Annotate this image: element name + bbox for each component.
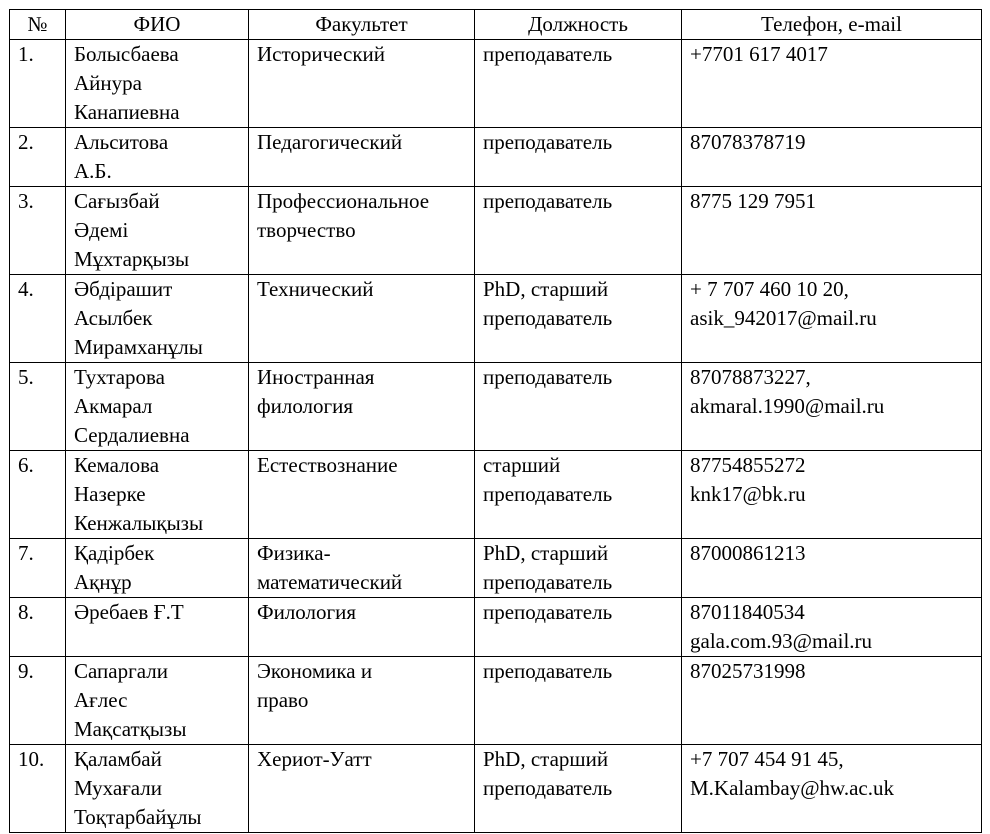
row-faculty: Экономика и право [249,657,475,745]
row-name: Қаламбай Мухағали Тоқтарбайұлы [66,745,249,833]
header-faculty: Факультет [249,10,475,40]
row-number: 7. [10,539,66,598]
table-row [10,451,982,539]
row-faculty: Педагогический [249,128,475,187]
row-contact: +7 707 454 91 45, M.Kalambay@hw.ac.uk [682,745,982,833]
row-name: Кемалова Назерке Кенжалықызы [66,451,249,539]
row-position: старший преподаватель [475,451,682,539]
row-position: преподаватель [475,657,682,745]
row-faculty: Физика- математический [249,539,475,598]
row-name: Сапаргали Ағлес Мақсатқызы [66,657,249,745]
table-row [10,745,982,833]
row-number: 4. [10,275,66,363]
row-contact: + 7 707 460 10 20, asik_942017@mail.ru [682,275,982,363]
header-position: Должность [475,10,682,40]
row-name: Альситова А.Б. [66,128,249,187]
row-contact: 87025731998 [682,657,982,745]
row-faculty: Исторический [249,40,475,128]
row-name: Әребаев Ғ.Т [66,598,249,657]
row-name: Әбдірашит Асылбек Мирамханұлы [66,275,249,363]
row-faculty: Хериот-Уатт [249,745,475,833]
row-name: Сағызбай Әдемі Мұхтарқызы [66,187,249,275]
row-number: 5. [10,363,66,451]
row-number: 8. [10,598,66,657]
row-position: преподаватель [475,128,682,187]
header-name: ФИО [66,10,249,40]
row-number: 3. [10,187,66,275]
row-position: преподаватель [475,598,682,657]
header-row [10,10,982,40]
row-position: PhD, старший преподаватель [475,539,682,598]
row-contact: 8775 129 7951 [682,187,982,275]
table-row [10,363,982,451]
table-row [10,275,982,363]
row-number: 9. [10,657,66,745]
row-contact: 87754855272 knk17@bk.ru [682,451,982,539]
row-faculty: Иностранная филология [249,363,475,451]
table-row [10,539,982,598]
row-number: 2. [10,128,66,187]
row-position: преподаватель [475,363,682,451]
row-number: 1. [10,40,66,128]
row-contact: 87011840534 gala.com.93@mail.ru [682,598,982,657]
row-position: преподаватель [475,187,682,275]
row-faculty: Технический [249,275,475,363]
header-contact: Телефон, e-mail [682,10,982,40]
row-faculty: Профессиональное творчество [249,187,475,275]
row-position: PhD, старший преподаватель [475,745,682,833]
row-faculty: Естествознание [249,451,475,539]
table-row [10,187,982,275]
row-number: 10. [10,745,66,833]
row-name: Болысбаева Айнура Канапиевна [66,40,249,128]
row-contact: +7701 617 4017 [682,40,982,128]
row-contact: 87078873227, akmaral.1990@mail.ru [682,363,982,451]
header-number: № [10,10,66,40]
row-contact: 87078378719 [682,128,982,187]
row-name: Тухтарова Акмарал Сердалиевна [66,363,249,451]
row-number: 6. [10,451,66,539]
row-name: Қадірбек Ақнұр [66,539,249,598]
row-position: преподаватель [475,40,682,128]
row-contact: 87000861213 [682,539,982,598]
row-position: PhD, старший преподаватель [475,275,682,363]
table-row [10,128,982,187]
row-faculty: Филология [249,598,475,657]
table-row [10,657,982,745]
table-row [10,598,982,657]
staff-table [9,9,982,833]
table-row [10,40,982,128]
